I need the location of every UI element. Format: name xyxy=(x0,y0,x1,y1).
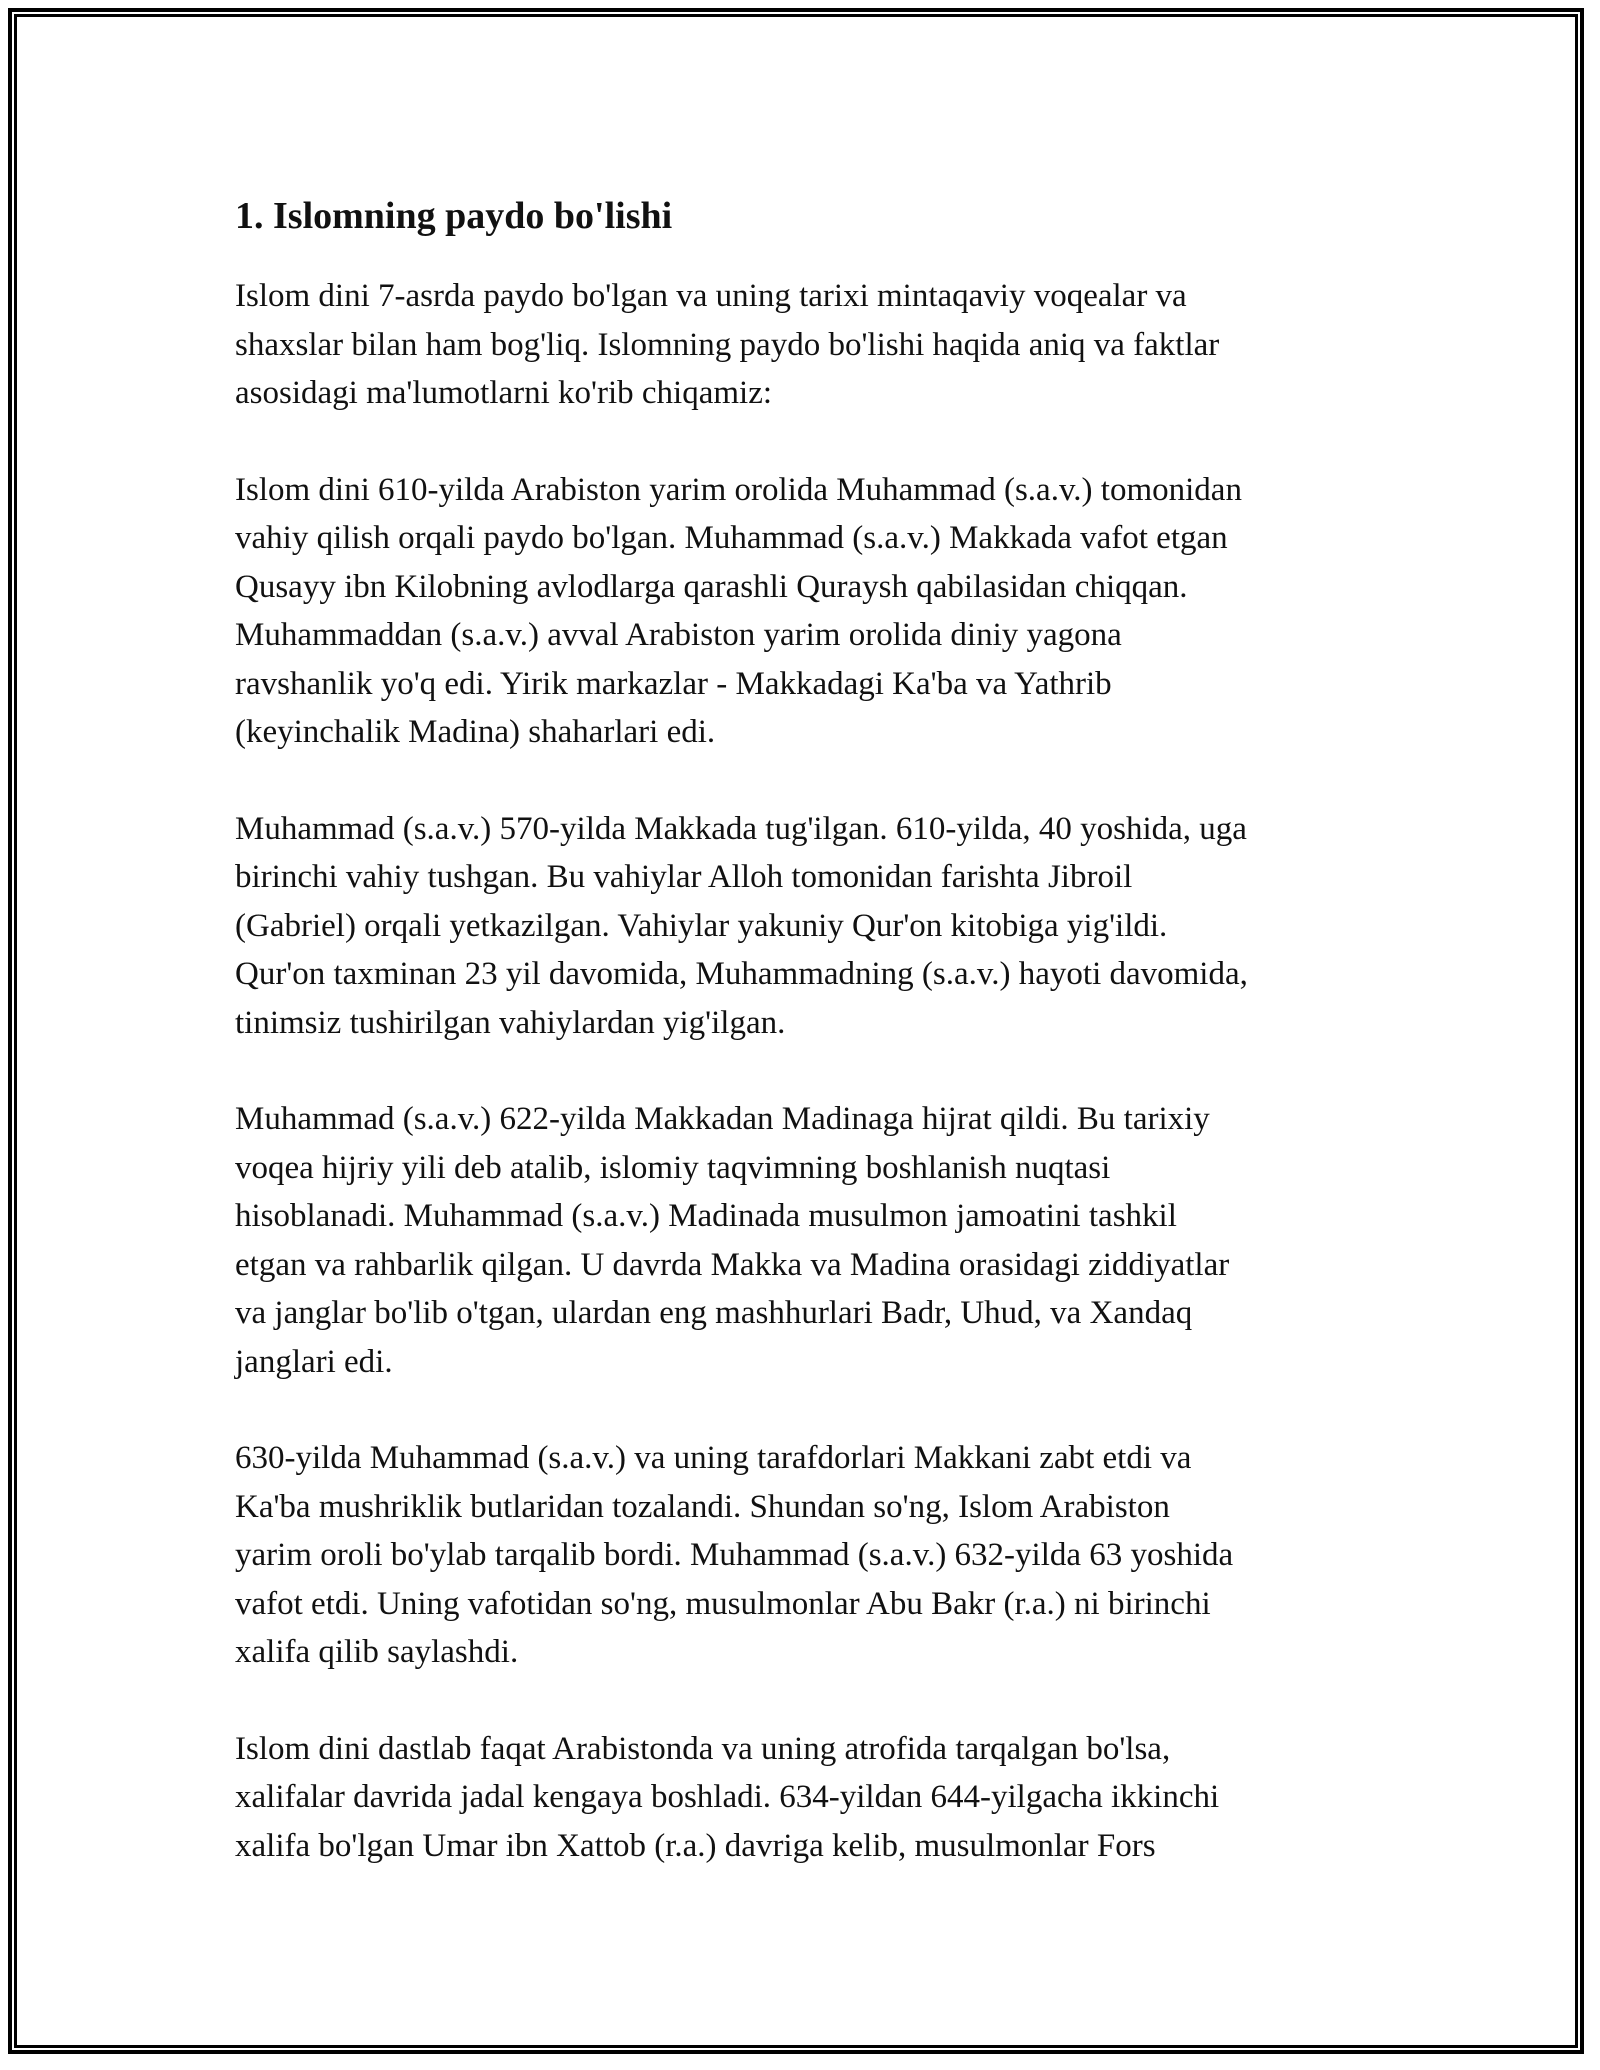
text-line: hisoblanadi. Muhammad (s.a.v.) Madinada musulmon jamoatini tashkil xyxy=(235,1198,1177,1234)
text-line: (keyinchalik Madina) shaharlari edi. xyxy=(235,714,716,750)
text-line: Islom dini 7-asrda paydo bo'lgan va uning tarixi mintaqaviy voqealar va xyxy=(235,278,1187,314)
text-line: yarim oroli bo'ylab tarqalib bordi. Muhammad (s.a.v.) 632-yilda 63 yoshida xyxy=(235,1537,1234,1573)
text-line: voqea hijriy yili deb atalib, islomiy taqvimning boshlanish nuqtasi xyxy=(235,1149,1111,1186)
paragraph-expansion xyxy=(235,1725,1385,1871)
text-line: Qusayy ibn Kilobning avlodlarga qarashli Quraysh qabilasidan chiqqan. xyxy=(235,568,1188,605)
text-line: va janglar bo'lib o'tgan, ulardan eng mashhurlari Badr, Uhud, va Xandaq xyxy=(235,1295,1193,1331)
text-line: xalifa qilib saylashdi. xyxy=(235,1634,519,1670)
text-line: 630-yilda Muhammad (s.a.v.) va uning tarafdorlari Makkani zabt etdi va xyxy=(235,1440,1192,1476)
paragraph-hijra xyxy=(235,1095,1385,1386)
text-line: tinimsiz tushirilgan vahiylardan yig'ilgan. xyxy=(235,1004,786,1041)
text-line: Muhammad (s.a.v.) 570-yilda Makkada tug'ilgan. 610-yilda, 40 yoshida, uga xyxy=(235,810,1247,847)
paragraph-conquest xyxy=(235,1434,1385,1677)
text-line: Islom dini 610-yilda Arabiston yarim orolida Muhammad (s.a.v.) tomonidan xyxy=(235,471,1242,508)
document-body xyxy=(235,190,1385,1918)
paragraph-revelation xyxy=(235,805,1385,1048)
text-line: Ka'ba mushriklik butlaridan tozalandi. Shundan so'ng, Islom Arabiston xyxy=(235,1488,1170,1525)
paragraph-intro xyxy=(235,272,1385,418)
text-line: janglari edi. xyxy=(235,1343,393,1380)
text-line: ravshanlik yo'q edi. Yirik markazlar - Makkadagi Ka'ba va Yathrib xyxy=(235,665,1112,702)
text-line: Qur'on taxminan 23 yil davomida, Muhammadning (s.a.v.) hayoti davomida, xyxy=(235,956,1248,992)
text-line: Muhammad (s.a.v.) 622-yilda Makkadan Madinaga hijrat qildi. Bu tarixiy xyxy=(235,1101,1210,1137)
text-line: vafot etdi. Uning vafotidan so'ng, musulmonlar Abu Bakr (r.a.) ni birinchi xyxy=(235,1585,1211,1622)
text-line: (Gabriel) orqali yetkazilgan. Vahiylar yakuniy Qur'on kitobiga yig'ildi. xyxy=(235,907,1168,944)
text-line: Muhammaddan (s.a.v.) avval Arabiston yarim orolida diniy yagona xyxy=(235,617,1122,653)
text-line: etgan va rahbarlik qilgan. U davrda Makka va Madina orasidagi ziddiyatlar xyxy=(235,1246,1230,1283)
text-line: asosidagi ma'lumotlarni ko'rib chiqamiz: xyxy=(235,375,773,411)
text-line: xalifa bo'lgan Umar ibn Xattob (r.a.) davriga kelib, musulmonlar Fors xyxy=(235,1827,1156,1864)
text-line: xalifalar davrida jadal kengaya boshladi. 634-yildan 644-yilgacha ikkinchi xyxy=(235,1779,1220,1815)
paragraph-origin xyxy=(235,466,1385,757)
text-line: birinchi vahiy tushgan. Bu vahiylar Alloh tomonidan farishta Jibroil xyxy=(235,859,1133,895)
section-heading: 1. Islomning paydo bo'lishi xyxy=(235,195,673,237)
text-line: shaxslar bilan ham bog'liq. Islomning paydo bo'lishi haqida aniq va faktlar xyxy=(235,326,1220,363)
text-line: Islom dini dastlab faqat Arabistonda va uning atrofida tarqalgan bo'lsa, xyxy=(235,1730,1171,1767)
text-line: vahiy qilish orqali paydo bo'lgan. Muhammad (s.a.v.) Makkada vafot etgan xyxy=(235,520,1228,556)
